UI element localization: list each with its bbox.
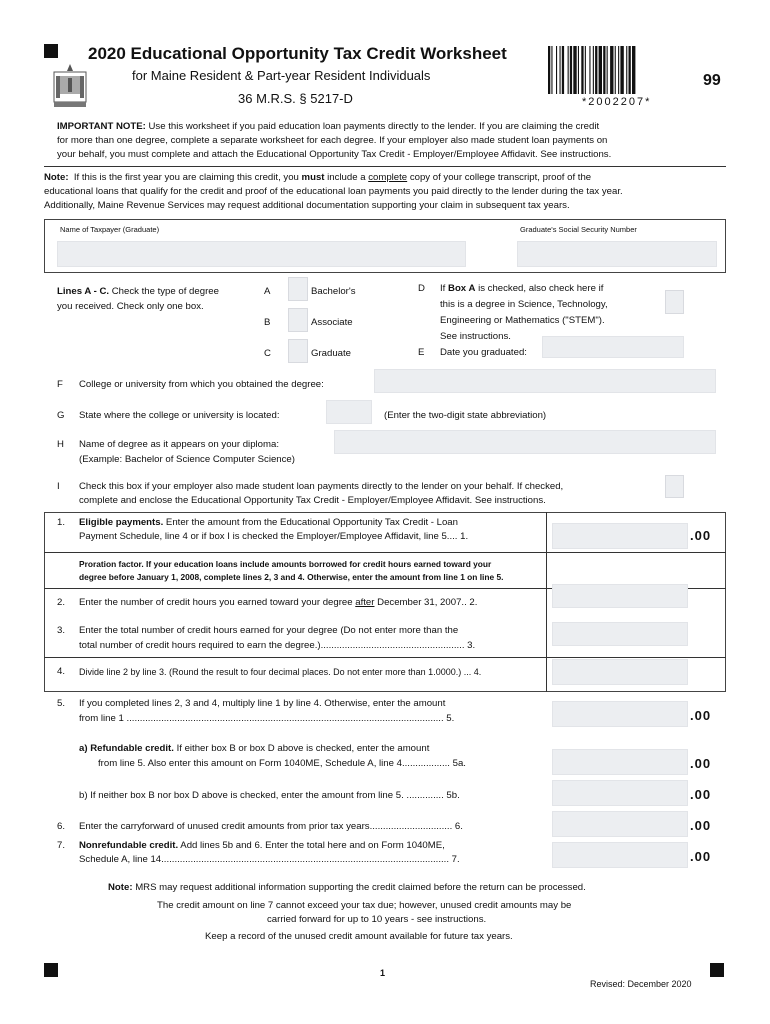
line-i-text-1: Check this box if your employer also made student loan payments directly to the lender on your behalf. If checked, xyxy=(79,481,564,492)
line-5-text-1: If you completed lines 2, 3 and 4, multiply line 1 by line 4. Otherwise, enter the amount xyxy=(79,698,446,709)
proration-text-2: degree before January 1, 2008, complete lines 2, 3 and 4. Otherwise, enter the amount from line 1 on line 5. xyxy=(79,572,504,582)
barcode-bar xyxy=(620,46,623,94)
line-3-number: 3. xyxy=(57,625,66,636)
footer-note-line-4: Keep a record of the unused credit amount available for future tax years. xyxy=(205,931,513,942)
barcode-bar xyxy=(595,46,597,94)
line-b-letter: B xyxy=(264,317,271,328)
line-3-text-1: Enter the total number of credit hours earned for your degree (Do not enter more than the xyxy=(79,625,459,636)
footer-note-line-1: Note: MRS may request additional information supporting the credit claimed before the return can be processed. xyxy=(108,882,586,893)
barcode-bar xyxy=(570,46,572,94)
line-5-cents: .00 xyxy=(690,708,712,723)
line-4-number: 4. xyxy=(57,666,66,677)
barcode-bar xyxy=(603,46,605,94)
date-graduated-label: Date you graduated: xyxy=(440,347,527,358)
college-field[interactable] xyxy=(374,369,716,393)
barcode-bar xyxy=(585,46,586,94)
barcode-bar xyxy=(618,46,619,94)
registration-mark-top-left xyxy=(44,44,58,58)
ssn-label: Graduate's Social Security Number xyxy=(520,225,637,234)
barcode-bar xyxy=(632,46,635,94)
line-i-letter: I xyxy=(57,481,60,492)
graduate-checkbox[interactable] xyxy=(288,339,308,363)
important-note-line-2: for more than one degree, complete a separate worksheet for each degree. If your employer also made student loan payments on xyxy=(57,135,608,146)
revised-date: Revised: December 2020 xyxy=(590,979,692,989)
line-6-amount-field[interactable] xyxy=(552,811,688,837)
state-hint: (Enter the two-digit state abbreviation) xyxy=(384,410,547,421)
line-7-text-1: Nonrefundable credit. Add lines 5b and 6. Enter the total here and on Form 1040ME, xyxy=(79,840,445,851)
barcode-bar xyxy=(568,46,569,94)
line-d-text-4: See instructions. xyxy=(440,331,511,342)
line-1-cents: .00 xyxy=(690,528,712,543)
page-number: 1 xyxy=(380,968,386,978)
line-6-cents: .00 xyxy=(690,818,712,833)
line-e-letter: E xyxy=(418,347,425,358)
stem-checkbox[interactable] xyxy=(665,290,684,314)
line-5a-cents: .00 xyxy=(690,756,712,771)
graduate-label: Graduate xyxy=(311,348,352,359)
barcode-bar xyxy=(629,46,631,94)
important-note-line-1: IMPORTANT NOTE: Use this worksheet if you paid education loan payments directly to the lender. If you are claiming the credit xyxy=(57,121,600,132)
barcode-bar xyxy=(607,46,608,94)
bachelors-checkbox[interactable] xyxy=(288,277,308,301)
barcode-bar xyxy=(573,46,576,94)
line-g-letter: G xyxy=(57,410,65,421)
barcode-bar xyxy=(589,46,590,94)
line-f-label: College or university from which you obtained the degree: xyxy=(79,379,324,390)
registration-mark-bottom-left xyxy=(44,963,58,977)
line-1-text-2: Payment Schedule, line 4 or if box I is checked the Employer/Employee Affidavit, line 5.... 1. xyxy=(79,531,469,542)
line-g-label: State where the college or university is located: xyxy=(79,410,280,421)
line-5b-text: b) If neither box B nor box D above is checked, enter the amount from line 5. .............. 5b. xyxy=(79,790,460,801)
form-number: 99 xyxy=(703,72,721,89)
line-2-field[interactable] xyxy=(552,584,688,608)
form-title: 2020 Educational Opportunity Tax Credit Worksheet xyxy=(88,44,507,63)
line-5-text-2: from line 1 ....................................................................................................................... 5. xyxy=(79,713,455,724)
note-line-3: Additionally, Maine Revenue Services may request additional documentation supporting your claim in subsequent tax years. xyxy=(44,200,570,211)
state-field[interactable] xyxy=(326,400,372,424)
line-6-number: 6. xyxy=(57,821,66,832)
line-3-field[interactable] xyxy=(552,622,688,646)
line-d-text-3: Engineering or Mathematics ("STEM"). xyxy=(440,315,605,326)
date-graduated-field[interactable] xyxy=(542,336,684,358)
line-7-cents: .00 xyxy=(690,849,712,864)
line-5a-text-1: a) Refundable credit. If either box B or box D above is checked, enter the amount xyxy=(79,743,430,754)
barcode xyxy=(548,46,693,94)
line-7-number: 7. xyxy=(57,840,66,851)
line-5a-amount-field[interactable] xyxy=(552,749,688,775)
barcode-bar xyxy=(626,46,627,94)
line-h-label: Name of degree as it appears on your diploma: xyxy=(79,439,279,450)
degree-instructions-line-2: you received. Check only one box. xyxy=(57,301,204,312)
ssn-field[interactable] xyxy=(517,241,717,267)
form-subtitle: for Maine Resident & Part-year Resident Individuals xyxy=(132,68,431,83)
line-6-text: Enter the carryforward of unused credit amounts from prior tax years............................... 6. xyxy=(79,821,463,832)
line-5b-amount-field[interactable] xyxy=(552,780,688,806)
line-d-letter: D xyxy=(418,283,425,294)
line-4-divider xyxy=(44,657,726,658)
barcode-bar xyxy=(556,46,557,94)
important-note-line-3: your behalf, you must complete and attach the Educational Opportunity Tax Credit - Employer/Employee Affidavit. See instructions. xyxy=(57,149,612,160)
line-i-text-2: complete and enclose the Educational Opportunity Tax Credit - Employer/Employee Affidavit. See instructions. xyxy=(79,495,546,506)
line-1-number: 1. xyxy=(57,517,66,528)
line-5b-cents: .00 xyxy=(690,787,712,802)
barcode-bar xyxy=(578,46,579,94)
line-h-example: (Example: Bachelor of Science Computer Science) xyxy=(79,454,295,465)
form-statute: 36 M.R.S. § 5217-D xyxy=(238,91,353,106)
barcode-bar xyxy=(581,46,583,94)
line-7-amount-field[interactable] xyxy=(552,842,688,868)
line-5-amount-field[interactable] xyxy=(552,701,688,727)
footer-note-line-3: carried forward for up to 10 years - see instructions. xyxy=(267,914,487,925)
line-7-text-2: Schedule A, line 14............................................................................................................ 7. xyxy=(79,854,460,865)
line-3-text-2: total number of credit hours required to earn the degree.)...................................................... 3. xyxy=(79,640,476,651)
bachelors-label: Bachelor's xyxy=(311,286,356,297)
line-c-letter: C xyxy=(264,348,271,359)
barcode-bar xyxy=(562,46,564,94)
proration-text-1: Proration factor. If your education loans include amounts borrowed for credit hours earned toward your xyxy=(79,559,492,569)
line-5a-text-2: from line 5. Also enter this amount on Form 1040ME, Schedule A, line 4.................. 5a. xyxy=(98,758,466,769)
line-2-text: Enter the number of credit hours you earned toward your degree after December 31, 2007.. 2. xyxy=(79,597,478,608)
note-line-1: Note: If this is the first year you are claiming this credit, you must include a complete copy of your college transcript, proof of the xyxy=(44,172,592,183)
line-f-letter: F xyxy=(57,379,63,390)
barcode-bar xyxy=(548,46,550,94)
line-2-number: 2. xyxy=(57,597,66,608)
taxpayer-name-field[interactable] xyxy=(57,241,466,267)
line-d-text-1: If Box A is checked, also check here if xyxy=(440,283,604,294)
associate-checkbox[interactable] xyxy=(288,308,308,332)
barcode-bar xyxy=(560,46,561,94)
barcode-bar xyxy=(551,46,552,94)
line-d-text-2: this is a degree in Science, Technology, xyxy=(440,299,608,310)
line-1-text-1: Eligible payments. Enter the amount from the Educational Opportunity Tax Credit - Loan xyxy=(79,517,458,528)
line-a-letter: A xyxy=(264,286,271,297)
barcode-bar xyxy=(599,46,602,94)
taxpayer-name-label: Name of Taxpayer (Graduate) xyxy=(60,225,160,234)
barcode-bar xyxy=(610,46,613,94)
line-4-field[interactable] xyxy=(552,659,688,685)
associate-label: Associate xyxy=(311,317,353,328)
maine-state-seal-icon xyxy=(50,62,90,110)
line-4-text: Divide line 2 by line 3. (Round the result to four decimal places. Do not enter more than 1.0000.) ... 4. xyxy=(79,667,482,677)
amount-column-divider xyxy=(546,512,547,692)
registration-mark-bottom-right xyxy=(710,963,724,977)
degree-name-field[interactable] xyxy=(334,430,716,454)
line-1-amount-field[interactable] xyxy=(552,523,688,549)
note-line-2: educational loans that qualify for the credit and proof of the educational loan payments you paid directly to the lender during the tax year. xyxy=(44,186,623,197)
line-5-number: 5. xyxy=(57,698,66,709)
line-1-bottom-divider xyxy=(44,552,726,553)
barcode-bar xyxy=(593,46,594,94)
barcode-number: *2002207* xyxy=(582,96,652,108)
footer-note-line-2: The credit amount on line 7 cannot exceed your tax due; however, unused credit amounts may be xyxy=(157,900,572,911)
divider xyxy=(44,166,726,167)
line-h-letter: H xyxy=(57,439,64,450)
employer-payments-checkbox[interactable] xyxy=(665,475,684,498)
barcode-bar xyxy=(615,46,616,94)
degree-instructions-line-1: Lines A - C. Check the type of degree xyxy=(57,286,219,297)
